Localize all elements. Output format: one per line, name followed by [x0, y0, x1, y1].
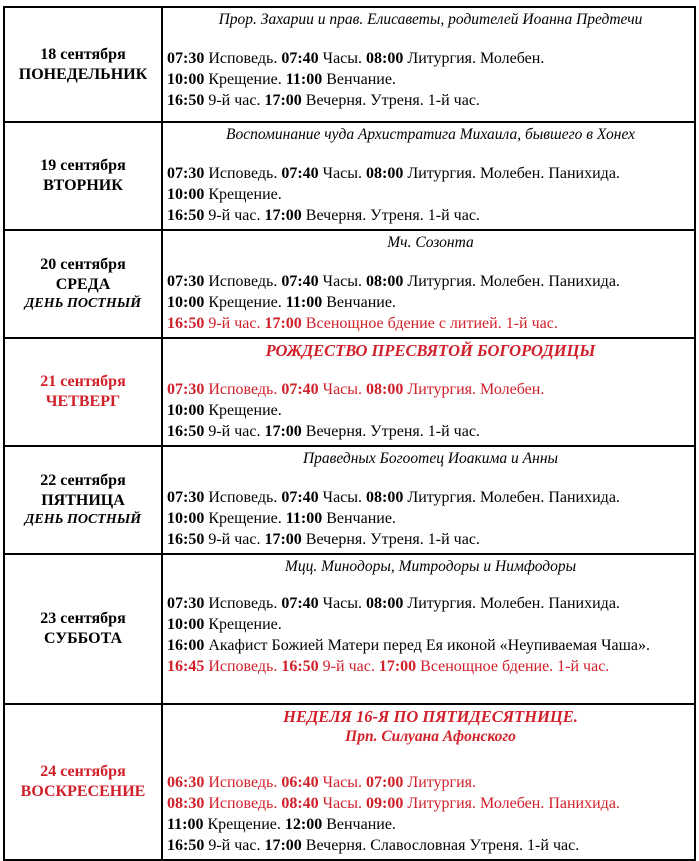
service-text: Венчание. [322, 816, 396, 833]
service-time: 16:50 [167, 837, 205, 854]
service-text: Часы. [318, 489, 367, 506]
service-text: Вечерня. Утреня. 1-й час. [301, 207, 480, 224]
service-time: 10:00 [167, 71, 205, 88]
services-cell [162, 7, 695, 122]
spacer [167, 579, 694, 593]
fast-day-note: ДЕНЬ ПОСТНЫЙ [24, 512, 142, 527]
service-time: 16:50 [281, 658, 319, 675]
service-text: 9-й час. [204, 837, 265, 854]
service-time: 06:40 [281, 774, 319, 791]
day-cell [4, 338, 162, 446]
service-line [167, 487, 694, 508]
service-text: Литургия. Молебен. Панихида. [403, 795, 620, 812]
service-time: 07:40 [281, 595, 319, 612]
day-weekday: СРЕДА [55, 276, 111, 293]
day-cell [4, 704, 162, 860]
day-cell [4, 554, 162, 704]
service-time: 16:50 [167, 423, 205, 440]
day-cell [4, 230, 162, 338]
service-time: 17:00 [264, 92, 302, 109]
service-time: 10:00 [167, 294, 205, 311]
service-line [167, 379, 694, 400]
service-time: 08:30 [167, 795, 205, 812]
service-time: 07:00 [366, 774, 404, 791]
service-time: 16:50 [167, 315, 205, 332]
service-text: Исповедь. [204, 381, 282, 398]
service-time: 11:00 [285, 294, 323, 311]
service-time: 07:30 [167, 50, 205, 67]
services-cell [162, 338, 695, 446]
service-time: 09:00 [366, 795, 404, 812]
service-text: 9-й час. [204, 315, 265, 332]
service-time: 07:30 [167, 595, 205, 612]
service-line [167, 593, 694, 614]
service-text: Вечерня. Утреня. 1-й час. [301, 531, 480, 548]
service-time: 10:00 [167, 616, 205, 633]
service-text: Исповедь. [204, 50, 282, 67]
service-text: 9-й час. [318, 658, 379, 675]
day-row [4, 554, 695, 704]
day-date: 18 сентября [40, 45, 126, 63]
day-weekday: СУББОТА [43, 630, 122, 647]
day-weekday: ПЯТНИЦА [41, 492, 125, 509]
service-time: 07:30 [167, 165, 205, 182]
commemoration-title: Праведных Богоотец Иоакима и Анны [302, 450, 559, 467]
service-text: Часы. [318, 381, 367, 398]
service-text: Вечерня. Славословная Утреня. 1-й час. [301, 837, 580, 854]
service-line [167, 529, 694, 550]
service-text: Крещение. [204, 71, 286, 88]
commemoration-title: Мцц. Минодоры, Митродоры и Нимфодоры [284, 558, 577, 575]
service-time: 07:30 [167, 489, 205, 506]
services-cell [162, 446, 695, 554]
service-time: 12:00 [284, 816, 323, 833]
day-weekday: ВТОРНИК [43, 177, 123, 194]
service-time: 16:45 [167, 658, 205, 675]
day-row [4, 338, 695, 446]
day-date: 19 сентября [40, 157, 126, 174]
service-text: Литургия. Молебен. [403, 381, 545, 398]
service-text: Крещение. [203, 816, 285, 833]
service-time: 17:00 [264, 315, 302, 332]
service-line [167, 313, 694, 334]
service-text: Крещение. [204, 294, 286, 311]
commemoration-subtitle: Прп. Силуана Афонского [345, 728, 516, 745]
service-time: 11:00 [285, 510, 323, 527]
service-time: 07:40 [281, 489, 319, 506]
service-line [167, 814, 694, 835]
spacer [167, 147, 694, 163]
service-time: 07:30 [167, 273, 205, 290]
day-row [4, 230, 695, 338]
service-line [167, 835, 694, 856]
service-time: 07:40 [281, 273, 319, 290]
service-text: Часы. [318, 165, 367, 182]
service-text: Венчание. [322, 294, 396, 311]
fast-day-note: ДЕНЬ ПОСТНЫЙ [24, 296, 142, 311]
service-text: Исповедь. [204, 658, 282, 675]
service-text: Крещение. [204, 616, 282, 633]
service-text: Литургия. Молебен. Панихида. [403, 165, 620, 182]
service-text: Всенощное бдение с литией. 1-й час. [301, 315, 558, 332]
service-time: 16:50 [167, 207, 205, 224]
day-row [4, 7, 695, 122]
service-line [167, 508, 694, 529]
service-text: 9-й час. [204, 531, 265, 548]
service-text: Исповедь. [204, 273, 282, 290]
services-cell [162, 554, 695, 704]
day-row [4, 446, 695, 554]
service-text: Акафист Божией Матери перед Ея иконой «Неупиваемая Чаша». [204, 637, 650, 654]
service-line [167, 292, 694, 313]
service-text: Венчание. [322, 510, 396, 527]
service-time: 07:40 [281, 50, 319, 67]
service-line [167, 48, 694, 69]
service-text: Исповедь. [204, 489, 282, 506]
service-time: 07:40 [281, 165, 319, 182]
day-weekday: ЧЕТВЕРГ [45, 393, 121, 410]
service-time: 08:40 [281, 795, 319, 812]
service-time: 11:00 [285, 71, 323, 88]
service-time: 17:00 [264, 207, 302, 224]
service-text: Вечерня. Утреня. 1-й час. [301, 423, 480, 440]
commemoration-title: НЕДЕЛЯ 16-Я ПО ПЯТИДЕСЯТНИЦЕ. [283, 707, 578, 726]
commemoration-title: Мч. Созонта [387, 234, 474, 251]
day-weekday: ВОСКРЕСЕНИЕ [20, 783, 146, 800]
service-text: Крещение. [204, 402, 282, 419]
schedule-table [3, 6, 696, 861]
service-text: Часы. [318, 595, 367, 612]
service-time: 17:00 [264, 423, 302, 440]
service-line [167, 614, 694, 635]
service-text: Исповедь. [204, 165, 282, 182]
day-date: 21 сентября [40, 373, 126, 390]
service-time: 08:00 [366, 595, 404, 612]
service-time: 10:00 [167, 186, 205, 203]
service-line [167, 271, 694, 292]
day-weekday: ПОНЕДЕЛЬНИК [18, 65, 148, 83]
service-time: 17:00 [378, 658, 417, 675]
service-text: 9-й час. [204, 423, 265, 440]
service-line [167, 163, 694, 184]
day-cell [4, 7, 162, 122]
service-text: Венчание. [322, 71, 396, 88]
spacer [167, 255, 694, 271]
service-time: 07:40 [281, 381, 319, 398]
commemoration-title: РОЖДЕСТВО ПРЕСВЯТОЙ БОГОРОДИЦЫ [265, 341, 596, 360]
service-time: 17:00 [264, 531, 302, 548]
service-text: 9-й час. [204, 92, 265, 109]
day-row [4, 704, 695, 860]
service-text: Литургия. Молебен. Панихида. [403, 273, 620, 290]
service-time: 07:30 [167, 381, 205, 398]
service-text: Крещение. [204, 510, 286, 527]
service-text: 9-й час. [204, 207, 265, 224]
service-time: 16:50 [167, 92, 205, 109]
services-cell [162, 230, 695, 338]
service-text: Литургия. Молебен. Панихида. [403, 595, 620, 612]
service-text: Часы. [318, 774, 367, 791]
service-time: 08:00 [366, 489, 404, 506]
services-cell [162, 122, 695, 230]
spacer [167, 363, 694, 379]
day-cell [4, 446, 162, 554]
spacer [167, 746, 694, 772]
service-time: 08:00 [366, 273, 404, 290]
day-date: 20 сентября [40, 256, 126, 273]
day-date: 22 сентября [40, 472, 126, 489]
service-text: Часы. [318, 795, 367, 812]
service-text: Литургия. [403, 774, 477, 791]
service-time: 10:00 [167, 510, 205, 527]
day-date: 23 сентября [40, 610, 126, 627]
commemoration-title: Воспоминание чуда Архистратига Михаила, бывшего в Хонех [225, 126, 636, 143]
service-time: 16:00 [167, 637, 205, 654]
service-time: 08:00 [366, 50, 404, 67]
service-line [167, 184, 694, 205]
service-text: Крещение. [204, 186, 282, 203]
spacer [167, 32, 694, 48]
service-line [167, 400, 694, 421]
service-line [167, 793, 694, 814]
service-line [167, 421, 694, 442]
service-time: 16:50 [167, 531, 205, 548]
service-line [167, 656, 694, 677]
service-text: Часы. [318, 273, 367, 290]
day-cell [4, 122, 162, 230]
service-line [167, 635, 694, 656]
service-time: 08:00 [366, 165, 404, 182]
service-line [167, 69, 694, 90]
spacer [167, 471, 694, 487]
service-line [167, 90, 694, 111]
service-line [167, 772, 694, 793]
services-cell [162, 704, 695, 860]
service-time: 17:00 [264, 837, 302, 854]
service-text: Исповедь. [204, 774, 282, 791]
commemoration-title: Прор. Захарии и прав. Елисаветы, родителей Иоанна Предтечи [218, 11, 643, 28]
service-text: Литургия. Молебен. [403, 50, 545, 67]
day-row [4, 122, 695, 230]
service-text: Вечерня. Утреня. 1-й час. [301, 92, 480, 109]
service-text: Всенощное бдение. 1-й час. [416, 658, 610, 675]
service-text: Часы. [318, 50, 367, 67]
service-time: 06:30 [167, 774, 205, 791]
service-time: 10:00 [167, 402, 205, 419]
service-text: Литургия. Молебен. Панихида. [403, 489, 620, 506]
service-time: 11:00 [167, 816, 204, 833]
service-text: Исповедь. [204, 795, 282, 812]
service-time: 08:00 [366, 381, 404, 398]
service-line [167, 205, 694, 226]
service-text: Исповедь. [204, 595, 282, 612]
day-date: 24 сентября [40, 763, 126, 780]
